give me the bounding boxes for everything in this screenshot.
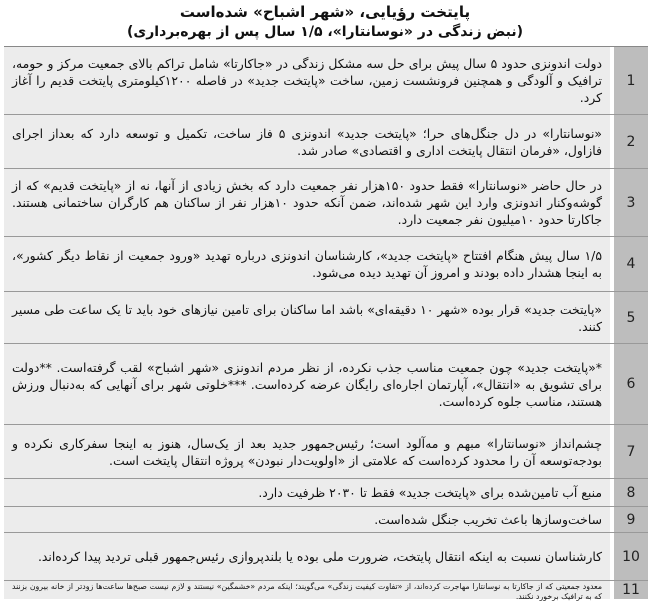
title-line-1: پایتخت رؤیایی، «شهر اشباح» شده‌است (179, 3, 471, 21)
title-line-2: (نبض زندگی در «نوسانتارا»، ۱/۵ سال پس از بهره‌برداری) (127, 24, 523, 40)
row-text: منبع آب تامین‌شده برای «پایتخت جدید» فقط تا ۲۰۳۰ ظرفیت دارد. (258, 485, 602, 500)
row-number: 2 (614, 115, 648, 168)
row-text: «پایتخت جدید» قرار بوده «شهر ۱۰ دقیقه‌ای» باشد اما ساکنان برای تامین نیازهای خود باید تا یک ساعت طی مسیر کنند. (12, 301, 602, 334)
page-title (0, 0, 650, 44)
facts-table (4, 46, 648, 601)
row-text: کارشناسان نسبت به اینکه انتقال پایتخت، ضرورت ملی بوده یا بلندپروازی رئیس‌جمهور قبلی تردید پیدا کرده‌اند. (37, 549, 602, 564)
row-text: معدود جمعیتی که از جاکارتا به نوسانتارا مهاجرت کرده‌اند، از «تفاوت کیفیت زندگی» می‌گویند؛ اینکه مردم «خشمگین» نیستند و لازم نیست صبح‌ها ساعت‌ها زودتر از خانه بیرون بزنند که به ترافیک برخورد نکنند. (12, 582, 602, 601)
row-number: 3 (614, 169, 648, 236)
table-row (4, 115, 648, 169)
row-number: 4 (614, 237, 648, 291)
row-text: دولت اندونزی حدود ۵ سال پیش برای حل سه مشکل زندگی در «جاکارتا» شامل تراکم بالای جمعیت مرکز و حومه، ترافیک و آلودگی و همچنین فرونشست زمین، ساخت «پایتخت جدید» در فاصله ۱۲۰۰کیلومتری پایتخت قدیم را آغاز کرد. (12, 56, 602, 105)
table-row (4, 533, 648, 581)
row-text: *«پایتخت جدید» چون جمعیت مناسب جذب نکرده، از نظر مردم اندونزی «شهر اشباح» لقب گرفته‌است. **دولت برای تشویق به «انتقال»، آپارتمان اجاره‌ای رایگان عرضه کرده‌است. ***خلوتی شهر برای آنهایی که به‌دنبال ورزش هستند، مناسب جلوه کرده‌است. (12, 359, 602, 409)
table-row (4, 507, 648, 533)
table-row (4, 47, 648, 115)
table-row (4, 169, 648, 237)
row-number: 5 (614, 292, 648, 343)
row-number: 1 (614, 47, 648, 114)
row-number: 10 (614, 533, 648, 580)
row-number: 6 (614, 344, 648, 424)
row-number: 11 (614, 581, 648, 599)
row-text: ۱/۵ سال پیش هنگام افتتاح «پایتخت جدید»، کارشناسان اندونزی درباره تهدید «ورود جمعیت از نقاط دیگر کشور»، به اینجا هشدار داده بودند و امروز آن تهدید دیده می‌شود. (12, 248, 602, 280)
row-text: «نوسانتارا» در دل جنگل‌های حرا؛ «پایتخت جدید» اندونزی ۵ فاز ساخت، تکمیل و توسعه دارد که بعداز اجرای فازاول، «فرمان انتقال پایتخت اداری و اقتصادی» صادر شد. (12, 125, 602, 158)
table-row (4, 344, 648, 425)
table-row (4, 292, 648, 344)
row-number: 8 (614, 479, 648, 506)
row-number: 7 (614, 425, 648, 478)
table-row (4, 581, 648, 599)
row-text: ساخت‌وسازها باعث تخریب جنگل شده‌است. (374, 512, 602, 527)
table-row (4, 425, 648, 479)
row-text: در حال حاضر «نوسانتارا» فقط حدود ۱۵۰هزار نفر جمعیت دارد که بخش زیادی از آنها، نه از «پایتخت قدیم» که از گوشه‌وکنار اندونزی وارد این شهر شده‌اند، ضمن آنکه حدود ۱۰هزار نفر از ساکنان هم کارگران ساختمانی هستند. جاکارتا حدود ۱۰میلیون نفر جمعیت دارد. (12, 178, 602, 227)
row-text: چشم‌انداز «نوسانتارا» مبهم و مه‌آلود است؛ رئیس‌جمهور جدید بعد از یک‌سال، هنوز به اینجا سفرکاری نکرده و بودجه‌توسعه آن را محدود کرده‌است که علامتی از «اولویت‌دار نبودن» پروژه انتقال پایتخت است. (12, 435, 602, 468)
row-number: 9 (614, 507, 648, 532)
table-row (4, 237, 648, 292)
table-row (4, 479, 648, 507)
